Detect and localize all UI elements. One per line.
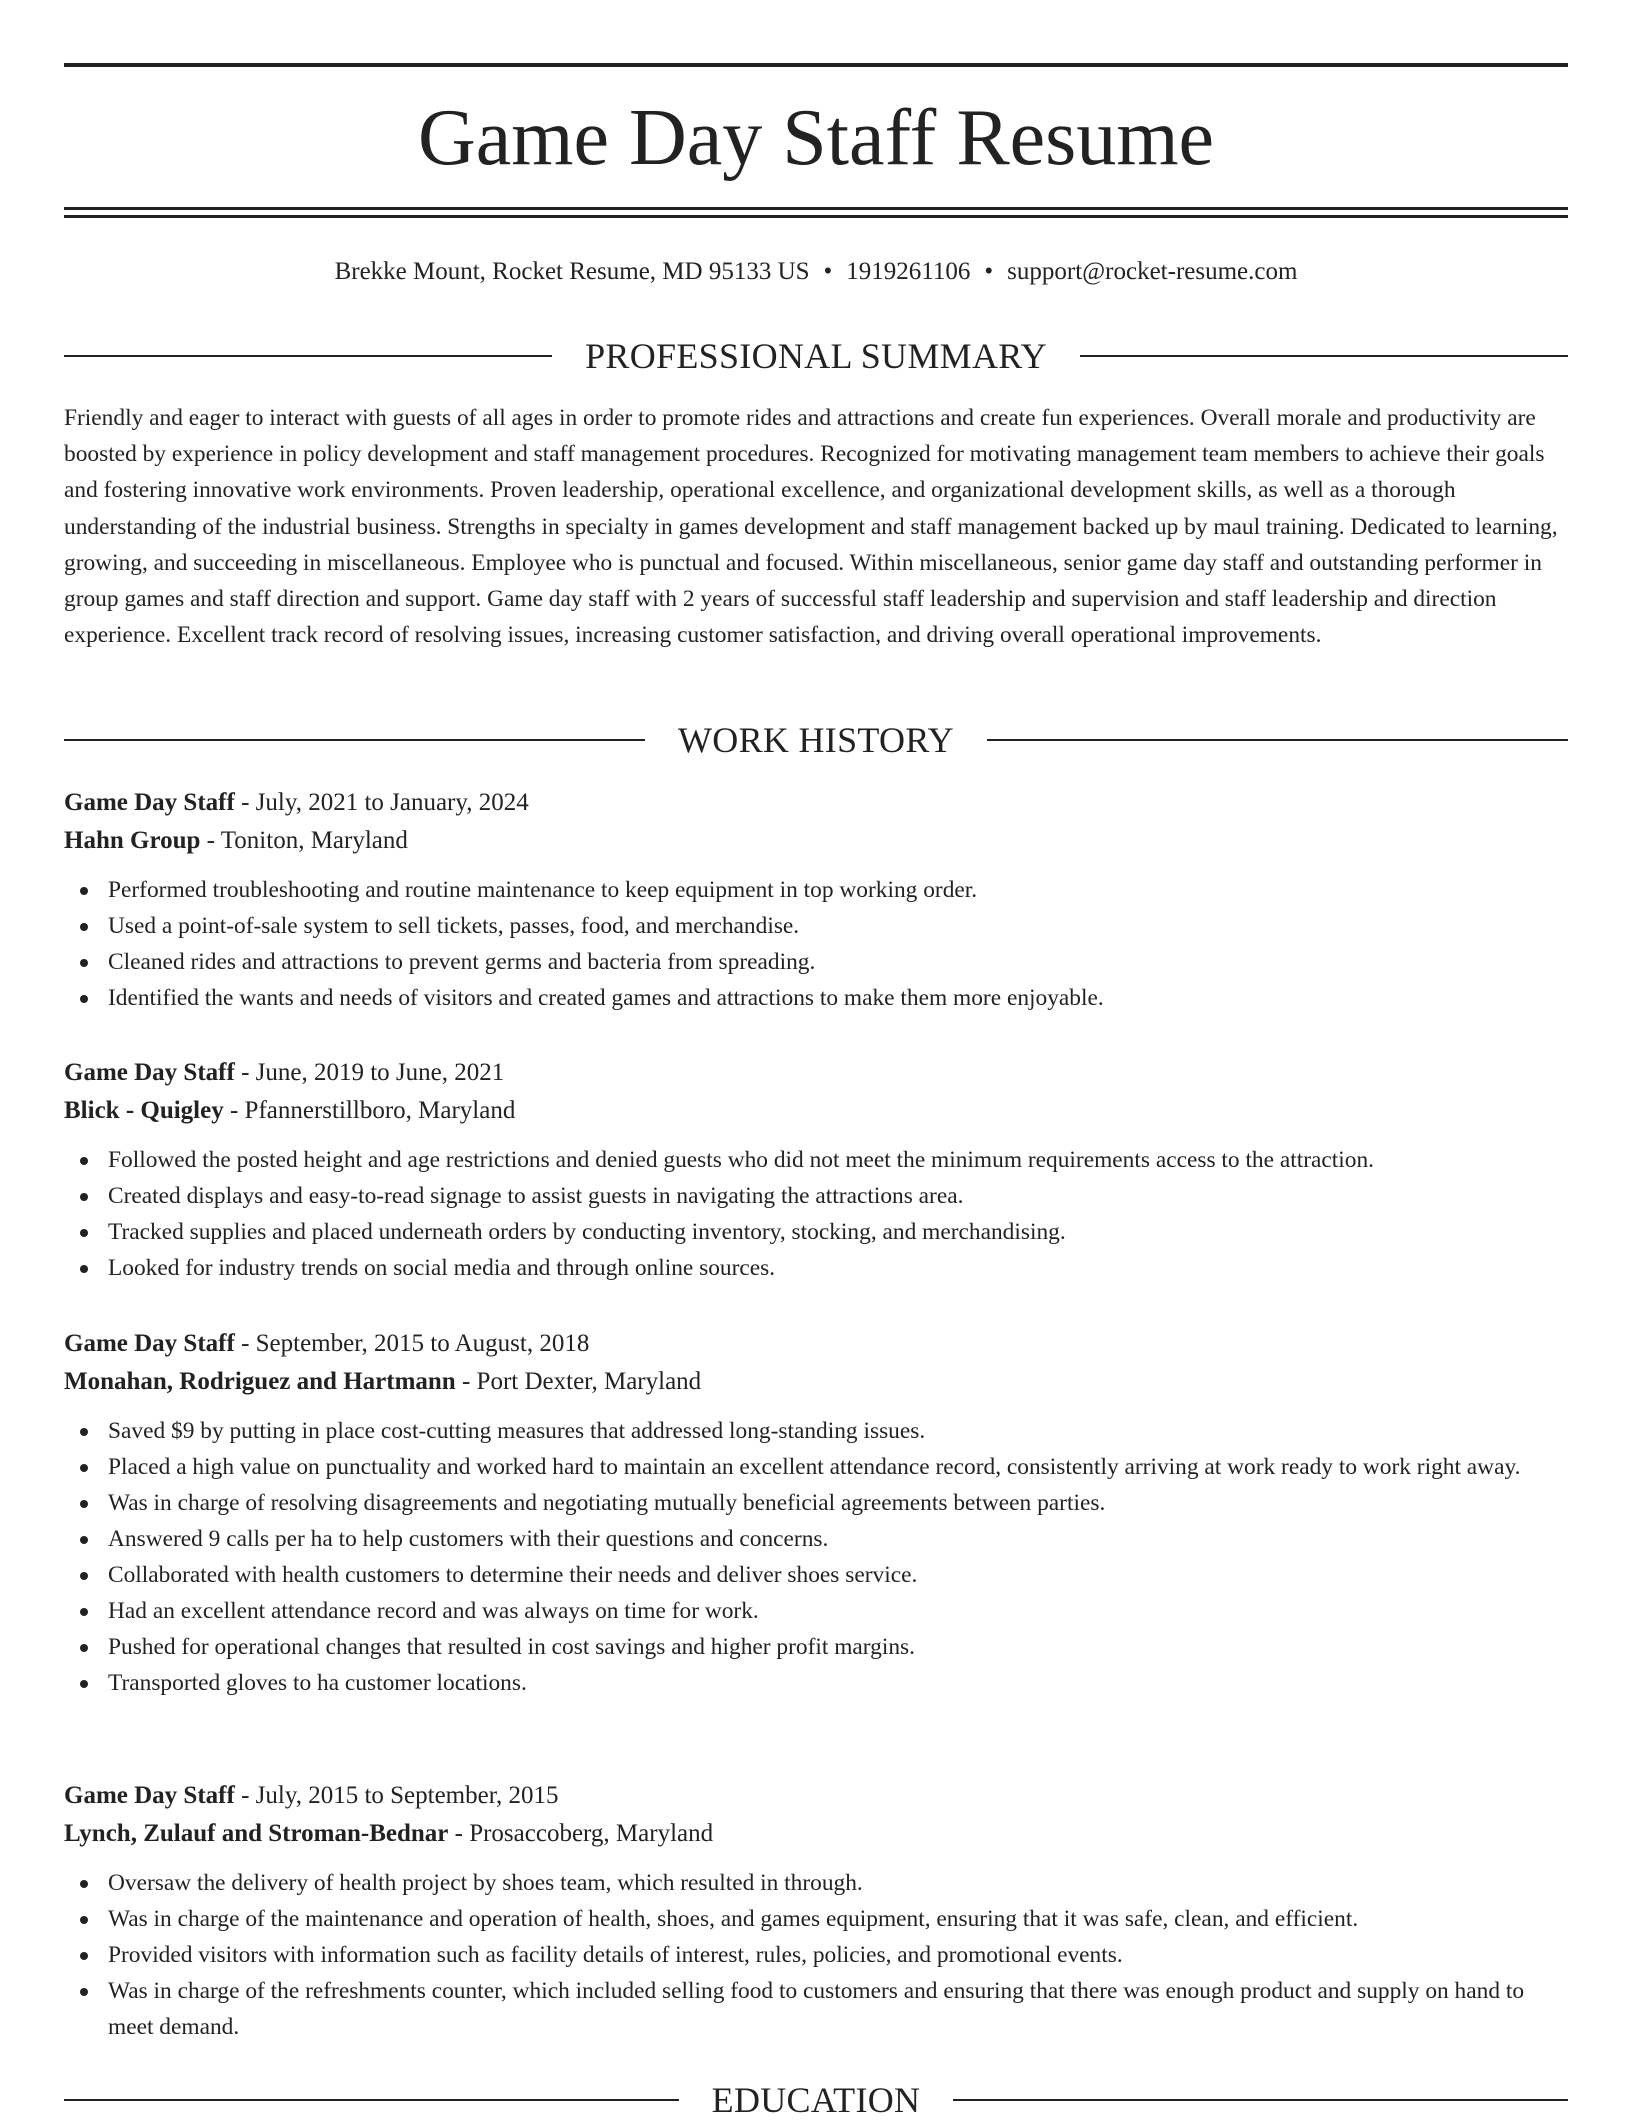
- job-title: Game Day Staff: [64, 1059, 235, 1086]
- section-rule-left: [64, 739, 645, 741]
- section-rule-right: [953, 2099, 1568, 2101]
- bullet-icon: [80, 1428, 88, 1436]
- job-title: Game Day Staff: [64, 789, 235, 816]
- bullet-icon: [80, 1988, 88, 1996]
- job-company-line: [64, 1092, 1568, 1130]
- job-company-line: [64, 822, 1568, 860]
- list-item: Created displays and easy-to-read signage to assist guests in navigating the attractions area.: [64, 1178, 1568, 1214]
- job-location: - Port Dexter, Maryland: [455, 1368, 702, 1395]
- job-title: Game Day Staff: [64, 1330, 235, 1357]
- job-company: Hahn Group: [64, 827, 201, 854]
- header-bottom-rule-lower: [64, 215, 1568, 218]
- bullet-icon: [80, 1265, 88, 1273]
- section-heading-work-history: [64, 718, 1568, 762]
- job-dates: - June, 2019 to June, 2021: [234, 1059, 505, 1086]
- job-title-line: [64, 1054, 1568, 1092]
- bullet-icon: [80, 1500, 88, 1508]
- list-item: Followed the posted height and age restrictions and denied guests who did not meet the minimum requirements access to the attraction.: [64, 1142, 1568, 1178]
- header-top-rule: [64, 63, 1568, 67]
- bullet-icon: [80, 1608, 88, 1616]
- job-location: - Prosaccoberg, Maryland: [448, 1820, 714, 1847]
- job-dates: - September, 2015 to August, 2018: [234, 1330, 590, 1357]
- bullet-icon: [80, 1193, 88, 1201]
- job-company-line: [64, 1815, 1568, 1853]
- bullet-icon: [80, 1464, 88, 1472]
- bullet-icon: [80, 1952, 88, 1960]
- section-rule-left: [64, 2099, 679, 2101]
- section-rule-right: [987, 739, 1568, 741]
- bullet-icon: [80, 1229, 88, 1237]
- job-bullet-list: [64, 1142, 1568, 1286]
- job-company: Monahan, Rodriguez and Hartmann: [64, 1368, 456, 1395]
- contact-email: support@rocket-resume.com: [1007, 258, 1298, 285]
- contact-address: Brekke Mount, Rocket Resume, MD 95133 US: [334, 258, 810, 285]
- list-item: Tracked supplies and placed underneath orders by conducting inventory, stocking, and merchandising.: [64, 1214, 1568, 1250]
- list-item: Collaborated with health customers to determine their needs and deliver shoes service.: [64, 1557, 1568, 1593]
- list-item: Was in charge of the refreshments counter, which included selling food to customers and ensuring that there was enough product and supply on hand to meet demand.: [64, 1973, 1568, 2045]
- list-item: Identified the wants and needs of visitors and created games and attractions to make them more enjoyable.: [64, 980, 1568, 1016]
- bullet-icon: [80, 1916, 88, 1924]
- job-company: Lynch, Zulauf and Stroman-Bednar: [64, 1820, 449, 1847]
- bullet-icon: [80, 923, 88, 931]
- list-item: Transported gloves to ha customer locations.: [64, 1665, 1568, 1701]
- list-item: Was in charge of resolving disagreements and negotiating mutually beneficial agreements between parties.: [64, 1485, 1568, 1521]
- job-entry: [64, 784, 1568, 1016]
- bullet-icon: [80, 1680, 88, 1688]
- contact-line: [64, 254, 1568, 290]
- job-entry: [64, 1777, 1568, 2045]
- section-heading-label: EDUCATION: [711, 2080, 921, 2120]
- summary-paragraph: Friendly and eager to interact with guests of all ages in order to promote rides and attractions and create fun experiences. Overall morale and productivity are boosted by experience in policy development and staff management procedures. Recognized for motivating management team members to achieve their goals and fostering innovative work environments. Proven leadership, operational excellence, and organizational development skills, as well as a thorough understanding of the industrial business. Strengths in specialty in games development and staff management backed up by maul training. Dedicated to learning, growing, and succeeding in miscellaneous. Employee who is punctual and focused. Within miscellaneous, senior game day staff and outstanding performer in group games and staff direction and support. Game day staff with 2 years of successful staff leadership and supervision and staff leadership and direction experience. Excellent track record of resolving issues, increasing customer satisfaction, and driving overall operational improvements.: [64, 405, 1558, 649]
- section-heading-summary: [64, 334, 1568, 378]
- job-title-line: [64, 1325, 1568, 1363]
- job-title: Game Day Staff: [64, 1782, 235, 1809]
- job-entry: [64, 1054, 1568, 1286]
- section-heading-label: PROFESSIONAL SUMMARY: [585, 336, 1047, 376]
- list-item: Looked for industry trends on social media and through online sources.: [64, 1250, 1568, 1286]
- section-heading-label: WORK HISTORY: [678, 720, 954, 760]
- list-item: Placed a high value on punctuality and worked hard to maintain an excellent attendance record, consistently arriving at work ready to work right away.: [64, 1449, 1568, 1485]
- section-heading-education: [64, 2078, 1568, 2122]
- list-item: Used a point-of-sale system to sell tickets, passes, food, and merchandise.: [64, 908, 1568, 944]
- job-bullet-list: [64, 1413, 1568, 1701]
- job-entry: [64, 1325, 1568, 1701]
- section-rule-right: [1080, 355, 1568, 357]
- bullet-icon: [80, 887, 88, 895]
- list-item: Pushed for operational changes that resulted in cost savings and higher profit margins.: [64, 1629, 1568, 1665]
- bullet-icon: [80, 995, 88, 1003]
- job-dates: - July, 2015 to September, 2015: [234, 1782, 559, 1809]
- contact-separator: •: [823, 258, 833, 285]
- bullet-icon: [80, 1572, 88, 1580]
- list-item: Cleaned rides and attractions to prevent germs and bacteria from spreading.: [64, 944, 1568, 980]
- job-location: - Pfannerstillboro, Maryland: [223, 1097, 516, 1124]
- list-item: Oversaw the delivery of health project by shoes team, which resulted in through.: [64, 1865, 1568, 1901]
- bullet-icon: [80, 1157, 88, 1165]
- section-rule-left: [64, 355, 552, 357]
- bullet-icon: [80, 1536, 88, 1544]
- list-item: Answered 9 calls per ha to help customers with their questions and concerns.: [64, 1521, 1568, 1557]
- job-company-line: [64, 1363, 1568, 1401]
- list-item: Saved $9 by putting in place cost-cutting measures that addressed long-standing issues.: [64, 1413, 1568, 1449]
- page-title: Game Day Staff Resume: [417, 94, 1215, 182]
- bullet-icon: [80, 959, 88, 967]
- header-bottom-rule-upper: [64, 207, 1568, 210]
- list-item: Provided visitors with information such as facility details of interest, rules, policies, and promotional events.: [64, 1937, 1568, 1973]
- job-title-line: [64, 784, 1568, 822]
- list-item: Had an excellent attendance record and was always on time for work.: [64, 1593, 1568, 1629]
- bullet-icon: [80, 1880, 88, 1888]
- contact-separator: •: [984, 258, 994, 285]
- job-bullet-list: [64, 1865, 1568, 2045]
- list-item: Performed troubleshooting and routine maintenance to keep equipment in top working order.: [64, 872, 1568, 908]
- job-company: Blick - Quigley: [64, 1097, 224, 1124]
- job-location: - Toniton, Maryland: [200, 827, 408, 854]
- job-bullet-list: [64, 872, 1568, 1016]
- job-dates: - July, 2021 to January, 2024: [234, 789, 529, 816]
- contact-phone: 1919261106: [846, 258, 971, 285]
- list-item: Was in charge of the maintenance and operation of health, shoes, and games equipment, ensuring that it was safe, clean, and efficient.: [64, 1901, 1568, 1937]
- bullet-icon: [80, 1644, 88, 1652]
- job-title-line: [64, 1777, 1568, 1815]
